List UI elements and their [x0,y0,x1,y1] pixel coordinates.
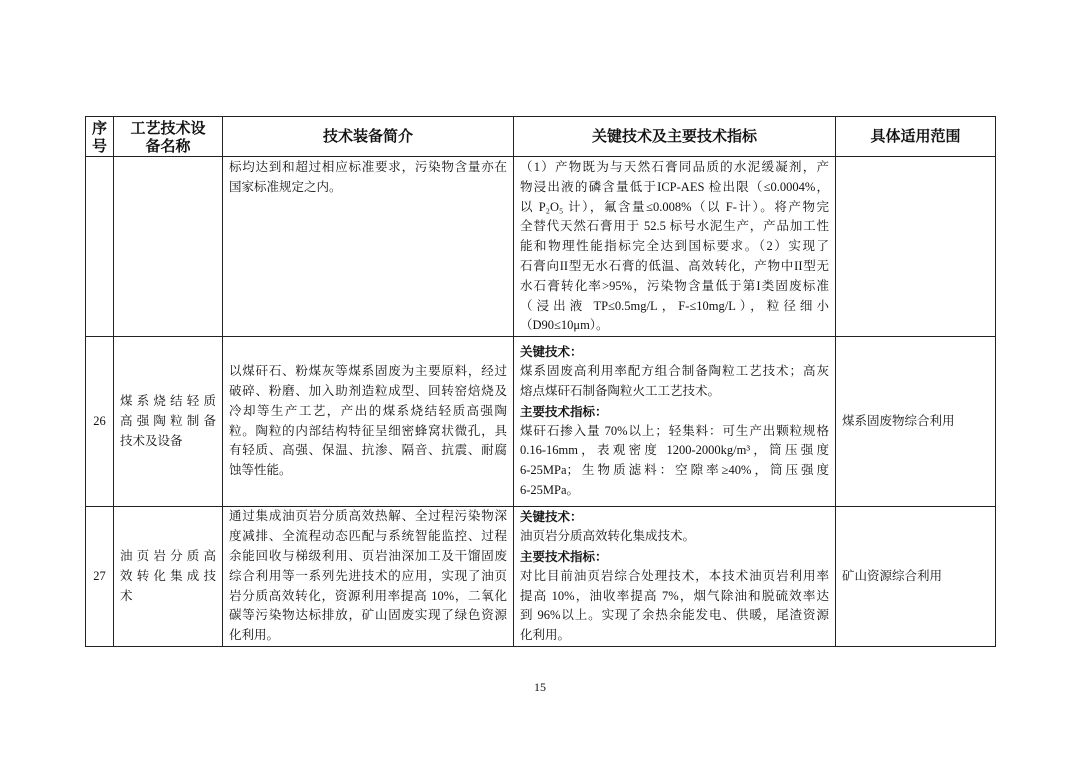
header-seq [86,117,114,157]
key-tech-cell [514,507,836,647]
text-line: 标均达到和超过相应标准要求，污染物含量亦在 [229,160,507,174]
text-line: 蚀等性能。 [229,463,292,478]
key-tech-cell [514,157,836,337]
text-line: 有轻质、高强、保温、抗渗、隔音、抗震、耐腐 [229,443,507,458]
key-tech-label: 关键技术： [520,509,583,525]
name-line: 高强陶粒制备 [120,413,216,428]
name-line: 术 [120,588,133,603]
intro-cell [223,507,514,647]
name-line: 油页岩分质高 [120,548,216,563]
text-line: （1）产物既为与天然石膏同品质的水泥缓凝剂，产 [520,160,829,174]
text-line: 石膏向II型无水石膏的低温、高效转化，产物中II型无 [520,258,829,273]
text-line: 以 P₂O₅ 计），氟含量≤0.008%（以 F-计）。将产物完 [520,199,829,214]
text-line: 油页岩分质高效转化集成技术。 [520,529,696,544]
text-line: 6-25MPa；生物质滤料：空隙率≥40%，筒压强度 [520,463,829,478]
key-tech-cell [514,337,836,507]
header-intro-label: 技术装备简介 [322,126,413,145]
text-line: 化利用。 [229,628,280,643]
text-line: 煤系固废高利用率配方组合制备陶粒工艺技术；高灰 [520,364,829,379]
header-scope-label: 具体适用范围 [870,126,961,145]
indicator-label: 主要技术指标： [520,548,608,564]
scope-cell [836,157,996,337]
text-line: （浸出液 TP≤0.5mg/L，F-≤10mg/L），粒径细小 [520,298,829,313]
seq-number: 26 [93,413,106,428]
header-seq-line: 序 [92,118,108,137]
header-key-tech [514,117,836,157]
text-line: 到 96%以上。实现了余热余能发电、供暖，尾渣资源 [520,608,829,623]
text-line: 以煤矸石、粉煤灰等煤系固废为主要原料，经过 [229,364,507,379]
text-line: 物浸出液的磷含量低于ICP-AES 检出限（≤0.0004%， [520,179,829,194]
scope-text: 矿山资源综合利用 [842,568,943,583]
text-line: 破碎、粉磨、加入助剂造粒成型、回转窑焙烧及 [229,384,507,399]
name-line: 煤系烧结轻质 [120,393,216,408]
page-number: 15 [534,680,546,694]
text-line: 0.16-16mm，表观密度 1200-2000kg/m³，筒压强度 [520,443,829,458]
key-tech-label: 关键技术： [520,344,583,360]
text-line: 冷却等生产工艺，产出的煤系烧结轻质高强陶 [229,403,507,418]
text-line: 能和物理性能指标完全达到国标要求。（2）实现了 [520,239,829,254]
text-line: 水石膏转化率>95%，污染物含量低于第I类固废标准 [520,278,829,293]
intro-cell [223,157,514,337]
header-key-tech-label: 关键技术及主要技术指标 [591,126,757,145]
text-line: 提高 10%，油收率提高 7%，烟气除油和脱硫效率达 [520,588,829,603]
text-line: 对比目前油页岩综合处理技术，本技术油页岩利用率 [520,568,829,583]
name-cell [114,157,223,337]
text-line: 度减排、全流程动态匹配与系统智能监控、过程 [229,529,507,544]
intro-cell [223,337,514,507]
seq-cell [86,507,114,647]
name-line: 效转化集成技 [120,568,216,583]
text-line: 煤矸石掺入量 70%以上；轻集料：可生产出颗粒规格 [520,423,829,438]
header-intro [223,117,514,157]
indicator-label: 主要技术指标： [520,403,608,419]
text-line: 国家标准规定之内。 [229,179,342,194]
text-line: 通过集成油页岩分质高效热解、全过程污染物深 [229,509,507,524]
name-cell [114,507,223,647]
text-line: 6-25MPa。 [520,483,580,498]
scope-cell [836,337,996,507]
text-line: 粒。陶粒的内部结构特征呈细密蜂窝状微孔，具 [229,423,507,438]
name-line: 技术及设备 [120,433,183,448]
scope-text: 煤系固废物综合利用 [842,413,955,428]
text-line: 余能回收与梯级利用、页岩油深加工及干馏固废 [229,548,507,563]
table-row [86,337,996,507]
text-line: 化利用。 [520,628,571,643]
technology-table [85,116,996,647]
text-line: 岩分质高效转化，资源利用率提高 10%，二氧化 [229,588,507,603]
header-name-line: 备名称 [145,136,191,155]
header-name-line: 工艺技术设 [130,118,206,137]
table-row [86,157,996,337]
text-line: （D90≤10μm）。 [520,318,609,333]
seq-number: 27 [93,568,106,583]
header-scope [836,117,996,157]
table-row [86,507,996,647]
seq-cell [86,337,114,507]
text-line: 熔点煤矸石制备陶粒火工工艺技术。 [520,384,721,399]
header-name [114,117,223,157]
header-seq-line: 号 [92,136,108,155]
text-line: 碳等污染物达标排放，矿山固废实现了绿色资源 [229,608,507,623]
text-line: 综合利用等一系列先进技术的应用，实现了油页 [229,568,507,583]
text-line: 全替代天然石膏用于 52.5 标号水泥生产，产品加工性 [520,219,829,234]
name-cell [114,337,223,507]
seq-cell [86,157,114,337]
table-header-row [86,117,996,157]
scope-cell [836,507,996,647]
